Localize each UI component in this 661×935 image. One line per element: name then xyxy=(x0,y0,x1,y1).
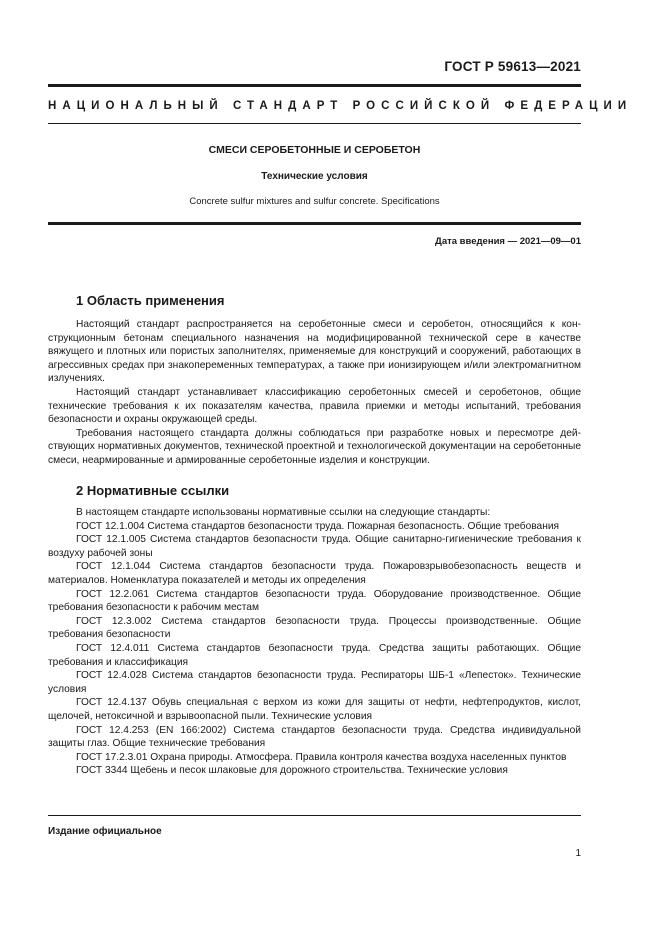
paragraph: Требования настоящего стандарта должны соблюдаться при разработке новых и пересмотре действующих нормативных документов, технической проектной и технологической документации на серобетонные смеси, неармированные и армированные серобетонные изделия и конструкции. xyxy=(48,427,581,466)
reference-item: ГОСТ 3344 Щебень и песок шлаковые для дорожного строительства. Технические условия xyxy=(76,765,508,777)
reference-item: ГОСТ 12.3.002 Система стандартов безопасности труда. Процессы производственные. Общие требования безопасности xyxy=(48,615,581,641)
national-standard-banner: НАЦИОНАЛЬНЫЙ СТАНДАРТ РОССИЙСКОЙ ФЕДЕРАЦИИ xyxy=(48,100,633,112)
reference-item: ГОСТ 12.4.028 Система стандартов безопасности труда. Респираторы ШБ-1 «Лепесток». Технические условия xyxy=(48,670,581,695)
document-subtitle: Технические условия xyxy=(261,171,368,182)
section-body-scope xyxy=(48,318,581,468)
paragraph: В настоящем стандарте использованы нормативные ссылки на следующие стандарты: xyxy=(76,507,491,518)
footer-rule xyxy=(48,815,581,816)
section-heading-scope: 1 Область применения xyxy=(76,293,225,308)
document-title: СМЕСИ СЕРОБЕТОННЫЕ И СЕРОБЕТОН xyxy=(208,144,421,156)
reference-item: ГОСТ 12.4.011 Система стандартов безопасности труда. Средства защиты работающих. Общие требования и классификация xyxy=(48,642,581,668)
title-rule xyxy=(48,222,581,225)
reference-item: ГОСТ 12.4.137 Обувь специальная с верхом из кожи для защиты от нефти, нефтепродуктов, кислот, щелочей, нетоксичной и взрывоопасной пыли. Технические условия xyxy=(48,697,581,722)
paragraph: Настоящий стандарт распространяется на серобетонные смеси и серобетон, относящийся к конструкционным бетонам специального назначения на модифицированной технической сере в качестве вяжущего и плотных или пористых заполнителях, применяемые для конструкций и сооружений, работающих в агрессивных средах при знакопеременных температурах, а также при ионизирующем и/или электромагнитном излучениях. xyxy=(48,319,581,385)
reference-item: ГОСТ 12.1.004 Система стандартов безопасности труда. Пожарная безопасность. Общие требования xyxy=(76,520,560,532)
document-title-english: Concrete sulfur mixtures and sulfur concrete. Specifications xyxy=(189,196,440,207)
section-heading-normative-references: 2 Нормативные ссылки xyxy=(76,483,230,498)
reference-item: ГОСТ 12.2.061 Система стандартов безопасности труда. Оборудование производственное. Общие требования безопасности к рабочим местам xyxy=(48,588,581,614)
banner-rule xyxy=(48,123,581,124)
page-number: 1 xyxy=(575,848,581,859)
edition-label: Издание официальное xyxy=(48,826,162,837)
reference-item: ГОСТ 12.1.044 Система стандартов безопасности труда. Пожаровзрывобезопасность веществ и материалов. Номенклатура показателей и методы их определения xyxy=(48,561,581,586)
top-rule xyxy=(48,84,581,87)
paragraph: Настоящий стандарт устанавливает классификацию серобетонных смесей и серобетонов, общие технические требования к их показателям качества, правила приемки и методы испытаний, требования безопасности и охраны окружающей среды. xyxy=(48,386,581,426)
reference-item: ГОСТ 17.2.3.01 Охрана природы. Атмосфера. Правила контроля качества воздуха населенных пунктов xyxy=(76,751,567,763)
document-number: ГОСТ Р 59613—2021 xyxy=(444,59,581,74)
reference-item: ГОСТ 12.4.253 (EN 166:2002) Система стандартов безопасности труда. Средства индивидуальной защиты глаз. Общие технические требования xyxy=(48,724,581,750)
section-body-normative-references xyxy=(48,506,581,778)
introduction-date: Дата введения — 2021—09—01 xyxy=(435,236,581,247)
reference-item: ГОСТ 12.1.005 Система стандартов безопасности труда. Общие санитарно-гигиенические требования к воздуху рабочей зоны xyxy=(48,534,581,559)
